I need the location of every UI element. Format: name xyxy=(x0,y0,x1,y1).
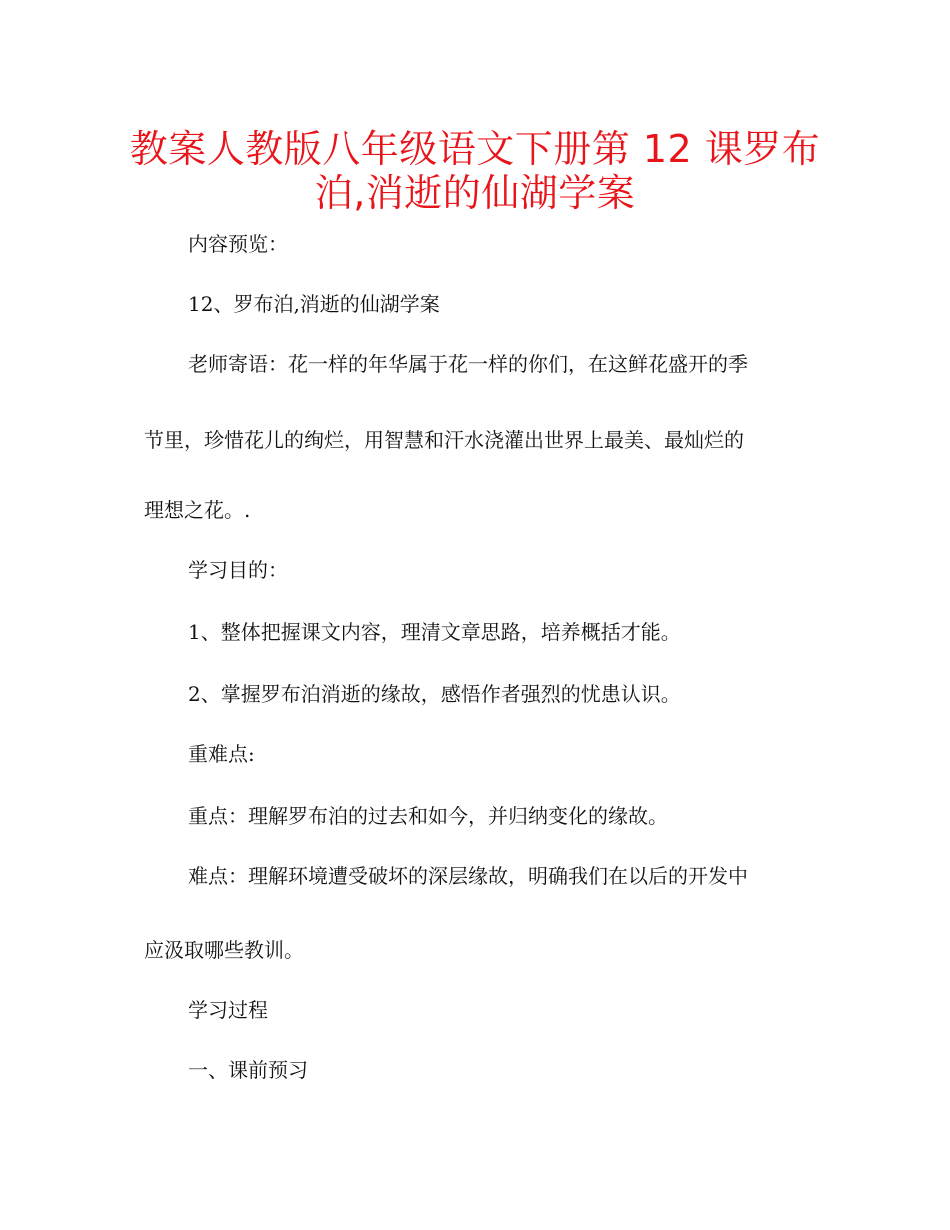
document-title-line-2: 泊,消逝的仙湖学案 xyxy=(314,171,636,215)
teacher-message-line-1: 老师寄语：花一样的年华属于花一样的你们，在这鲜花盛开的季 xyxy=(188,352,748,376)
lesson-title: 12、罗布泊,消逝的仙湖学案 xyxy=(188,292,440,316)
document-title-line-1: 教案人教版八年级语文下册第 12 课罗布 xyxy=(129,127,821,171)
preview-heading: 内容预览： xyxy=(188,232,288,256)
key-point: 重点：理解罗布泊的过去和如今，并归纳变化的缘故。 xyxy=(188,804,668,828)
preview-section-heading: 一、课前预习 xyxy=(188,1058,308,1082)
teacher-message-line-2: 节里，珍惜花儿的绚烂，用智慧和汗水浇灌出世界上最美、最灿烂的 xyxy=(144,428,744,452)
learning-goal-2: 2、掌握罗布泊消逝的缘故，感悟作者强烈的忧患认识。 xyxy=(188,682,681,706)
learning-goal-1: 1、整体把握课文内容，理清文章思路，培养概括才能。 xyxy=(188,620,681,644)
difficult-point-line-1: 难点：理解环境遭受破坏的深层缘故，明确我们在以后的开发中 xyxy=(188,864,748,888)
teacher-message-line-3: 理想之花。. xyxy=(144,498,251,522)
learning-goals-heading: 学习目的： xyxy=(188,558,288,582)
difficult-point-line-2: 应汲取哪些教训。 xyxy=(144,938,304,962)
learning-process-heading: 学习过程 xyxy=(188,998,268,1022)
key-points-heading: 重难点: xyxy=(188,742,255,766)
